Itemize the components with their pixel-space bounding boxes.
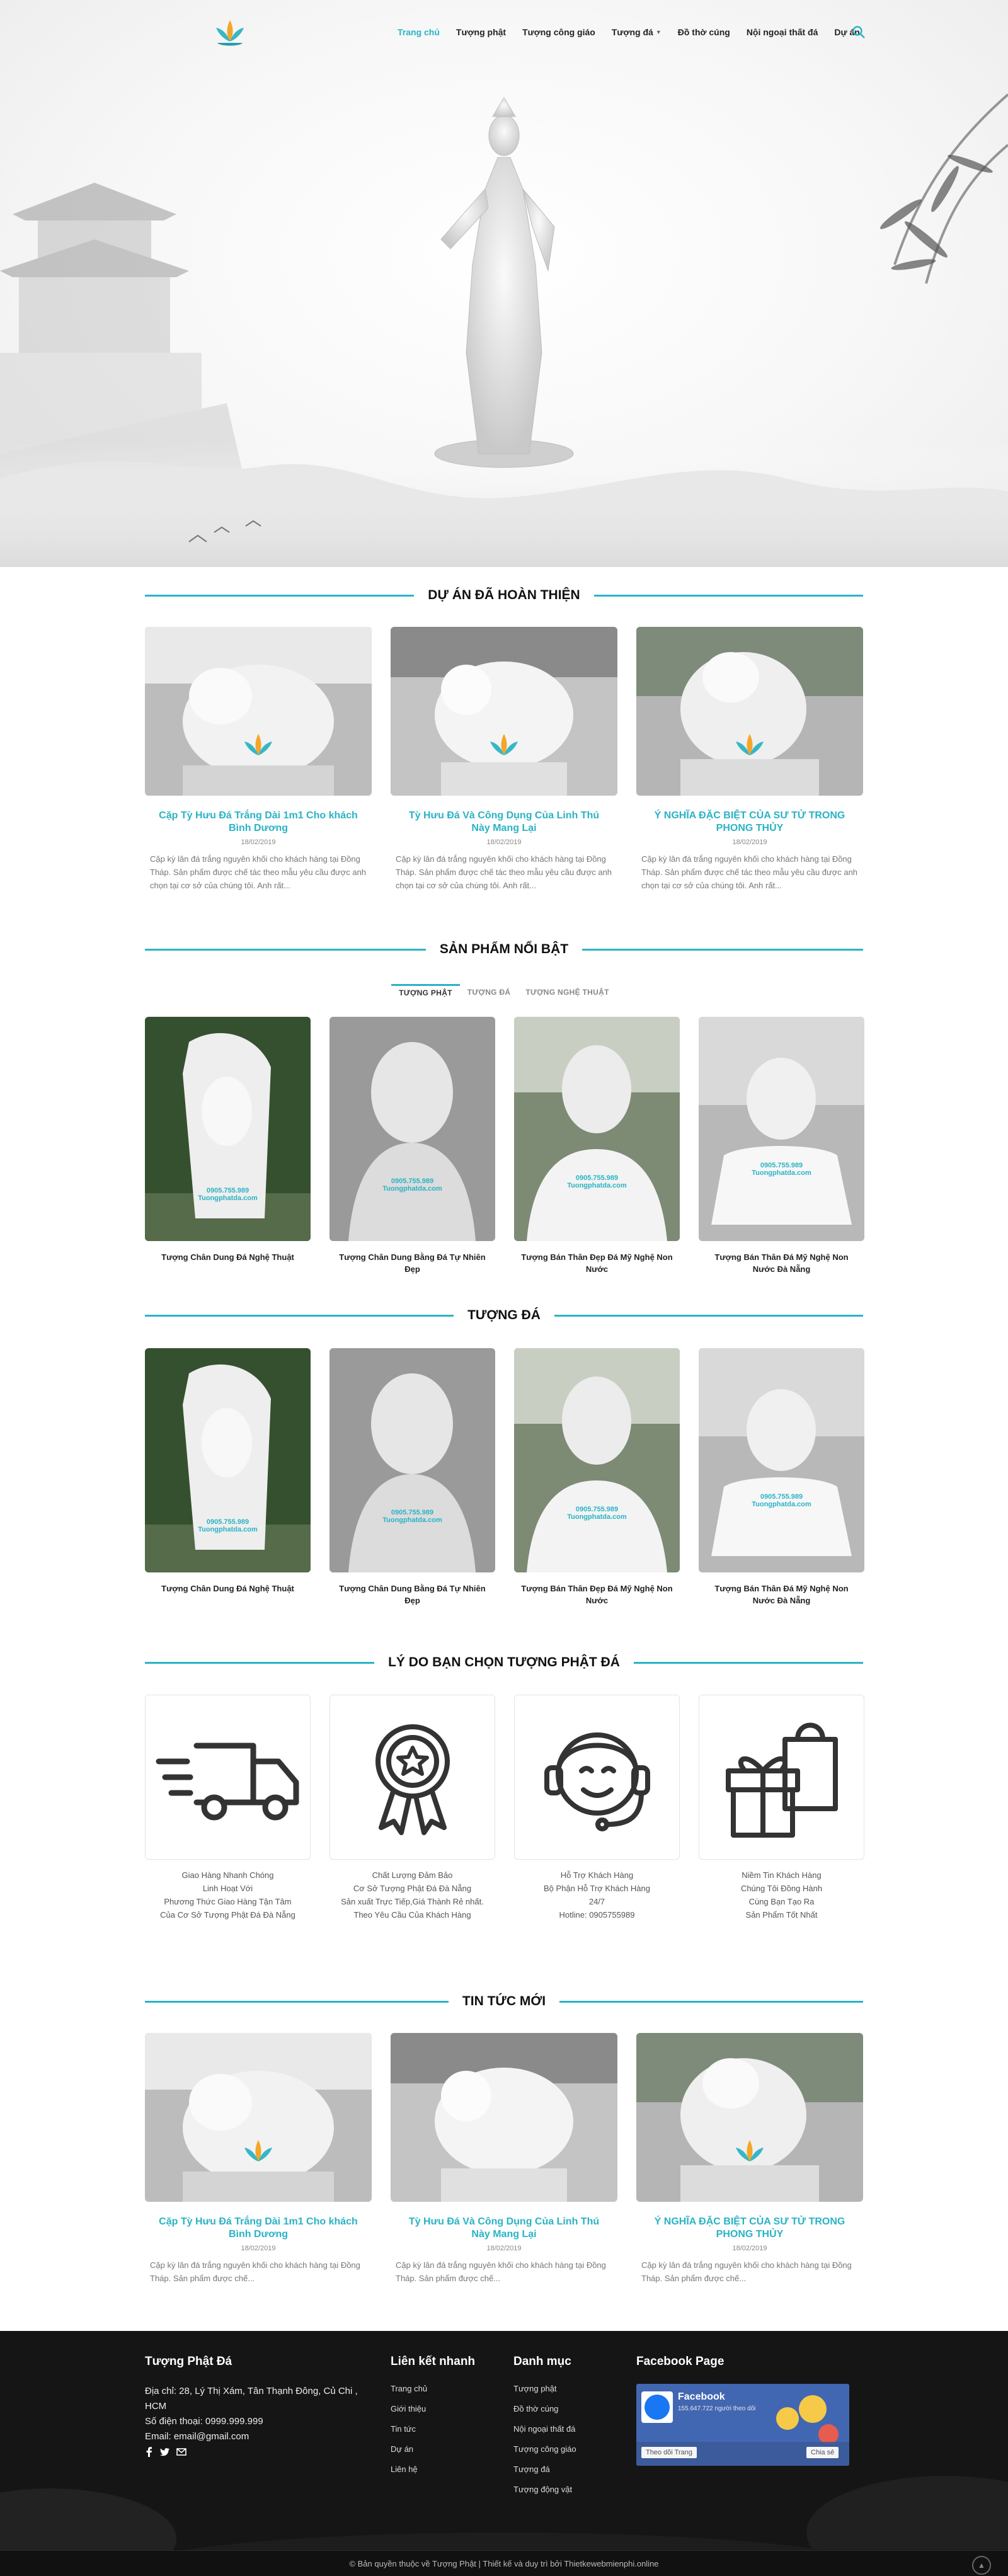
- title-divider: [582, 949, 863, 951]
- news-image[interactable]: [391, 2033, 617, 2202]
- product-name[interactable]: Tượng Bán Thân Đá Mỹ Nghệ Non Nước Đà Nẵng: [714, 1252, 849, 1274]
- product-name[interactable]: Tượng Bán Thân Đẹp Đá Mỹ Nghệ Non Nước: [521, 1252, 673, 1274]
- watermark-text: [145, 1518, 311, 1533]
- fb-page-name[interactable]: Facebook: [678, 2391, 725, 2402]
- reason-icon-box: [145, 1695, 311, 1860]
- watermark-phone: 0905.755.989: [206, 1518, 249, 1526]
- watermark-phone: 0905.755.989: [206, 1187, 249, 1194]
- title-divider: [559, 2001, 863, 2003]
- section-heading: TƯỢNG ĐÁ: [467, 1308, 541, 1322]
- footer-about: [145, 2355, 359, 2457]
- stone-section-title: [145, 1306, 863, 1325]
- reason-text: [514, 1869, 680, 1921]
- product-image[interactable]: [145, 1017, 311, 1241]
- reason-text: [329, 1869, 495, 1921]
- title-divider: [145, 2001, 449, 2003]
- footer-quick-links: [391, 2355, 491, 2485]
- customer-support-icon: [534, 1717, 660, 1837]
- news-section-title: [145, 1992, 863, 2011]
- product-tabs: [378, 984, 630, 1002]
- section-heading: DỰ ÁN ĐÃ HOÀN THIỆN: [428, 588, 580, 602]
- footer-address: Địa chỉ: 28, Lý Thị Xám, Tân Thạnh Đông, Củ Chi , HCM: [145, 2386, 358, 2412]
- watermark-site: Tuongphatda.com: [382, 1185, 442, 1193]
- product-image[interactable]: [699, 1348, 864, 1572]
- watermark-site: Tuongphatda.com: [752, 1169, 811, 1177]
- reasons-grid: [145, 1695, 863, 1921]
- watermark-site: Tuongphatda.com: [752, 1501, 811, 1508]
- news-image[interactable]: [636, 2033, 863, 2202]
- tab-buddha-statues[interactable]: TƯỢNG PHẬT: [391, 984, 460, 1002]
- delivery-truck-icon: [152, 1727, 304, 1828]
- news-card[interactable]: [391, 2033, 617, 2285]
- news-title[interactable]: Cặp Tỳ Hưu Đá Trắng Dài 1m1 Cho khách Bình Dương: [159, 2216, 358, 2240]
- projects-section-title: [145, 586, 863, 605]
- footer-category-link[interactable]: Tượng phật: [513, 2384, 557, 2393]
- chevron-up-icon: ▲: [978, 2561, 985, 2570]
- copyright-text: © Bản quyền thuộc về Tượng Phật | Thiết kế và duy trì bởi Thietkewebmienphi.online: [349, 2558, 659, 2568]
- watermark-text: [699, 1162, 864, 1177]
- nav-label: Đồ thờ cúng: [677, 27, 730, 37]
- reason-line: Cùng Bạn Tạo Ra: [748, 1897, 815, 1906]
- post-date: 18/02/2019: [732, 2245, 767, 2252]
- watermark-phone: 0905.755.989: [760, 1162, 803, 1169]
- product-card[interactable]: [699, 1017, 864, 1275]
- facebook-page-widget[interactable]: [636, 2384, 849, 2466]
- footer-category-link[interactable]: Tượng động vật: [513, 2485, 573, 2494]
- title-divider: [554, 1315, 863, 1317]
- back-to-top-button[interactable]: [972, 2556, 991, 2575]
- post-excerpt: Cặp kỳ lân đá trắng nguyên khối cho khách hàng tại Đồng Tháp. Sản phẩm được chế tác theo mẫu yêu cầu được anh chọn tại cơ sở của chúng tôi. Anh rất...: [150, 854, 367, 890]
- project-image[interactable]: [636, 627, 863, 796]
- product-name[interactable]: Tượng Chân Dung Đá Nghệ Thuật: [161, 1252, 294, 1262]
- project-title[interactable]: Cặp Tỳ Hưu Đá Trắng Dài 1m1 Cho khách Bình Dương: [159, 810, 358, 833]
- nav-stone-statues[interactable]: [604, 24, 670, 40]
- post-date: 18/02/2019: [486, 839, 522, 846]
- watermark-phone: 0905.755.989: [575, 1506, 619, 1513]
- footer-link-home[interactable]: Trang chủ: [391, 2384, 428, 2393]
- section-heading: TIN TỨC MỚI: [462, 1994, 546, 2008]
- reason-line: Hotline: 0905755989: [559, 1910, 635, 1920]
- news-card[interactable]: [145, 2033, 372, 2285]
- footer-category-link[interactable]: Tượng đá: [513, 2464, 550, 2474]
- nav-label: Tượng đá: [611, 27, 653, 37]
- product-name[interactable]: Tượng Chân Dung Bằng Đá Tự Nhiên Đẹp: [339, 1252, 486, 1274]
- footer-email: Email: email@gmail.com: [145, 2431, 249, 2442]
- footer-category-link[interactable]: Nội ngoại thất đá: [513, 2424, 576, 2434]
- watermark-text: [145, 1187, 311, 1202]
- post-excerpt: Cặp kỳ lân đá trắng nguyên khối cho khách hàng tại Đồng Tháp. Sản phẩm được chế tác theo mẫu yêu cầu được anh chọn tại cơ sở của chúng tôi. Anh rất...: [641, 854, 858, 890]
- post-excerpt: Cặp kỳ lân đá trắng nguyên khối cho khách hàng tại Đồng Tháp. Sản phẩm được chế...: [150, 2260, 360, 2283]
- reason-line: Của Cơ Sở Tượng Phật Đá Đà Nẵng: [160, 1910, 295, 1920]
- news-image[interactable]: [145, 2033, 372, 2202]
- post-excerpt: Cặp kỳ lân đá trắng nguyên khối cho khách hàng tại Đồng Tháp. Sản phẩm được chế...: [396, 2260, 606, 2283]
- news-title[interactable]: Ý NGHĨA ĐẶC BIỆT CỦA SƯ TỬ TRONG PHONG THỦY: [654, 2216, 845, 2240]
- reason-line: Chúng Tôi Đồng Hành: [740, 1884, 823, 1893]
- product-image[interactable]: [145, 1348, 311, 1572]
- product-image[interactable]: [699, 1017, 864, 1241]
- product-card[interactable]: [145, 1017, 311, 1275]
- reason-line: Sản xuất Trực Tiếp,Giá Thành Rẻ nhất.: [341, 1897, 484, 1906]
- nav-catholic-statues[interactable]: [514, 24, 604, 40]
- news-grid: [145, 2033, 863, 2285]
- email-icon[interactable]: [176, 2447, 186, 2457]
- watermark-text: [699, 1493, 864, 1508]
- nav-label: Trang chủ: [398, 27, 440, 37]
- footer-link-projects[interactable]: Dự án: [391, 2444, 414, 2454]
- stone-products-grid: [145, 1348, 863, 1606]
- footer-link-news[interactable]: Tin tức: [391, 2424, 416, 2434]
- post-excerpt: Cặp kỳ lân đá trắng nguyên khối cho khách hàng tại Đồng Tháp. Sản phẩm được chế tác theo mẫu yêu cầu được anh chọn tại cơ sở của chúng tôi. Anh rất...: [396, 854, 612, 890]
- product-name[interactable]: Tượng Bán Thân Đẹp Đá Mỹ Nghệ Non Nước: [521, 1584, 673, 1605]
- project-title[interactable]: Tỳ Hưu Đá Và Công Dụng Của Linh Thú Này Mang Lại: [408, 810, 600, 833]
- post-date: 18/02/2019: [732, 839, 767, 846]
- news-title[interactable]: Tỳ Hưu Đá Và Công Dụng Của Linh Thú Này Mang Lại: [408, 2216, 600, 2240]
- nav-label: Dự án: [834, 27, 860, 37]
- twitter-icon[interactable]: [160, 2447, 170, 2457]
- project-image[interactable]: [145, 627, 372, 796]
- product-image[interactable]: [514, 1017, 680, 1241]
- post-excerpt: Cặp kỳ lân đá trắng nguyên khối cho khách hàng tại Đồng Tháp. Sản phẩm được chế...: [641, 2260, 852, 2283]
- reason-line: Giao Hàng Nhanh Chóng: [181, 1870, 274, 1880]
- quality-medal-icon: [362, 1717, 463, 1837]
- fb-follow-button[interactable]: Theo dõi Trang: [641, 2447, 697, 2458]
- site-header: [0, 0, 1008, 63]
- watermark-text: [514, 1506, 680, 1521]
- reason-card: [329, 1695, 495, 1921]
- reason-icon-box: [514, 1695, 680, 1860]
- footer-heading: Danh mục: [513, 2355, 571, 2368]
- watermark-text: [329, 1509, 495, 1524]
- reason-line: Bộ Phận Hỗ Trợ Khách Hàng: [544, 1884, 650, 1893]
- post-date: 18/02/2019: [241, 2245, 276, 2252]
- product-name[interactable]: Tượng Chân Dung Đá Nghệ Thuật: [161, 1584, 294, 1593]
- watermark-site: Tuongphatda.com: [198, 1526, 258, 1533]
- project-image[interactable]: [391, 627, 617, 796]
- featured-products-grid: [145, 1017, 863, 1275]
- reason-card: [145, 1695, 311, 1921]
- news-card[interactable]: [636, 2033, 863, 2285]
- tab-art-statues[interactable]: TƯỢNG NGHỆ THUẬT: [525, 988, 609, 997]
- watermark-site: Tuongphatda.com: [198, 1194, 258, 1202]
- fb-followers: 155.647.722 người theo dõi: [678, 2405, 756, 2412]
- hero-banner: [0, 0, 1008, 567]
- lotus-logo[interactable]: [211, 16, 249, 49]
- project-card[interactable]: [636, 627, 863, 892]
- reason-icon-box: [329, 1695, 495, 1860]
- reason-card: [699, 1695, 864, 1921]
- watermark-phone: 0905.755.989: [391, 1509, 434, 1516]
- nav-stone-interior[interactable]: [738, 24, 827, 40]
- product-name[interactable]: Tượng Bán Thân Đá Mỹ Nghệ Non Nước Đà Nẵng: [714, 1584, 849, 1605]
- product-image[interactable]: [329, 1348, 495, 1572]
- tab-stone-statues[interactable]: TƯỢNG ĐÁ: [467, 988, 511, 997]
- footer-link-about[interactable]: Giới thiệu: [391, 2404, 427, 2413]
- chevron-down-icon: ▼: [655, 29, 662, 35]
- footer-heading: Facebook Page: [636, 2355, 724, 2368]
- guanyin-statue: [435, 98, 573, 467]
- watermark-site: Tuongphatda.com: [567, 1182, 627, 1189]
- watermark-phone: 0905.755.989: [575, 1174, 619, 1182]
- title-divider: [145, 1662, 374, 1664]
- nav-label: Nội ngoại thất đá: [746, 27, 818, 37]
- footer-facebook: [636, 2355, 854, 2466]
- featured-section-title: [145, 940, 863, 959]
- post-date: 18/02/2019: [486, 2245, 522, 2252]
- section-heading: SẢN PHẨM NỔI BẬT: [439, 942, 569, 956]
- reason-line: Cơ Sở Tượng Phật Đá Đà Nẵng: [353, 1884, 472, 1893]
- project-card[interactable]: [145, 627, 372, 892]
- project-card[interactable]: [391, 627, 617, 892]
- reason-line: Hỗ Trợ Khách Hàng: [560, 1870, 634, 1880]
- watermark-text: [514, 1174, 680, 1189]
- reason-icon-box: [699, 1695, 864, 1860]
- title-divider: [145, 595, 414, 597]
- reason-card: [514, 1695, 680, 1921]
- reason-text: [145, 1869, 311, 1921]
- gift-icon: [722, 1714, 842, 1840]
- footer-heading: Liên kết nhanh: [391, 2355, 476, 2368]
- project-title[interactable]: Ý NGHĨA ĐẶC BIỆT CỦA SƯ TỬ TRONG PHONG THỦY: [654, 810, 845, 833]
- title-divider: [634, 1662, 863, 1664]
- product-card[interactable]: [699, 1348, 864, 1606]
- footer-link-contact[interactable]: Liên hệ: [391, 2464, 418, 2474]
- main-nav: [389, 24, 868, 40]
- post-date: 18/02/2019: [241, 839, 276, 846]
- reason-line: Theo Yêu Cầu Của Khách Hàng: [353, 1910, 471, 1920]
- watermark-phone: 0905.755.989: [760, 1493, 803, 1501]
- title-divider: [145, 1315, 454, 1317]
- nav-label: Tượng phật: [455, 27, 507, 37]
- reason-line: Linh Hoạt Với: [202, 1884, 253, 1893]
- reason-text: [699, 1869, 864, 1921]
- watermark-text: [329, 1177, 495, 1193]
- social-links: [145, 2447, 359, 2457]
- product-card[interactable]: [514, 1348, 680, 1606]
- product-image[interactable]: [514, 1348, 680, 1572]
- product-card[interactable]: [145, 1348, 311, 1606]
- reason-line: Chất Lượng Đảm Bảo: [372, 1870, 453, 1880]
- hero-illustration: [0, 0, 1008, 567]
- reasons-section-title: [145, 1653, 863, 1672]
- nav-home[interactable]: [389, 24, 448, 40]
- reason-line: Niềm Tin Khách Hàng: [742, 1870, 822, 1880]
- bamboo-illustration: [895, 94, 1008, 283]
- footer-heading: Tượng Phật Đá: [145, 2355, 232, 2368]
- footer-phone: Số điện thoại: 0999.999.999: [145, 2416, 263, 2427]
- projects-grid: [145, 627, 863, 892]
- reason-line: Phương Thức Giao Hàng Tận Tâm: [164, 1897, 292, 1906]
- watermark-phone: 0905.755.989: [391, 1177, 434, 1185]
- reason-line: Sản Phẩm Tốt Nhất: [745, 1910, 818, 1920]
- nav-label: Tượng công giáo: [522, 27, 595, 37]
- section-heading: LÝ DO BẠN CHỌN TƯỢNG PHẬT ĐÁ: [388, 1655, 620, 1669]
- watermark-site: Tuongphatda.com: [382, 1516, 442, 1524]
- footer-category-link[interactable]: Đồ thờ cúng: [513, 2404, 559, 2413]
- facebook-icon[interactable]: [145, 2447, 154, 2457]
- product-name[interactable]: Tượng Chân Dung Bằng Đá Tự Nhiên Đẹp: [339, 1584, 486, 1605]
- search-icon[interactable]: [852, 25, 866, 39]
- copyright-bar: [0, 2550, 1008, 2576]
- product-card[interactable]: [329, 1348, 495, 1606]
- nav-worship-items[interactable]: [670, 24, 738, 40]
- product-card[interactable]: [514, 1017, 680, 1275]
- footer-categories: [513, 2355, 627, 2505]
- product-card[interactable]: [329, 1017, 495, 1275]
- fb-share-button[interactable]: Chia sẻ: [806, 2447, 839, 2458]
- footer-category-link[interactable]: Tượng công giáo: [513, 2444, 576, 2454]
- watermark-site: Tuongphatda.com: [567, 1513, 627, 1521]
- reason-line: 24/7: [588, 1897, 605, 1906]
- nav-buddha-statues[interactable]: [448, 24, 514, 40]
- title-divider: [594, 595, 863, 597]
- product-image[interactable]: [329, 1017, 495, 1241]
- title-divider: [145, 949, 426, 951]
